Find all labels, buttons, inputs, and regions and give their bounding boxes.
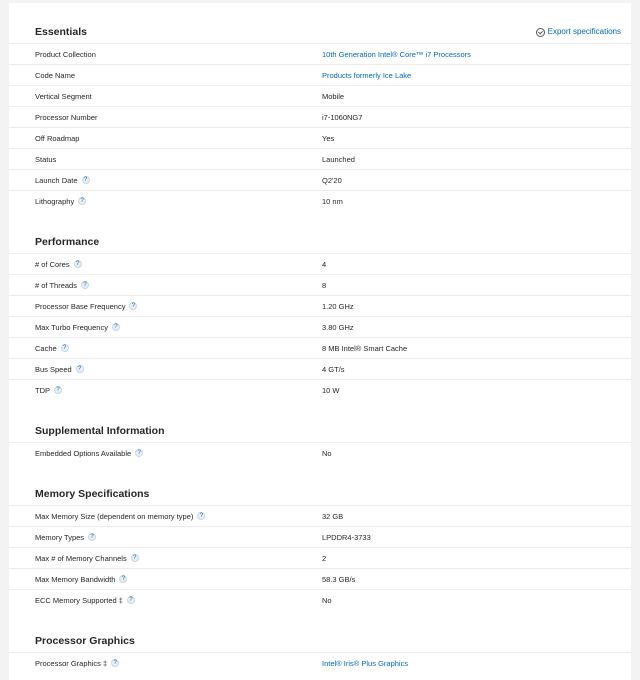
spec-label: Lithography ? [35,191,86,211]
spec-rows [9,652,631,673]
question-mark-icon[interactable] [135,449,143,457]
spec-row [9,568,631,589]
spec-label: Memory Types ? [35,527,96,547]
spec-row [9,106,631,127]
spec-row [9,253,631,274]
spec-row [9,43,631,64]
spec-value: Launched [322,155,355,164]
spec-label: TDP ? [35,380,62,400]
question-mark-icon[interactable] [131,554,139,562]
spec-label: # of Threads ? [35,275,89,295]
section-title: Processor Graphics [35,635,135,647]
question-mark-icon[interactable] [197,512,205,520]
section-title: Essentials [35,26,87,38]
spec-value: Q2'20 [322,176,342,185]
spec-label: Embedded Options Available ? [35,443,143,463]
spec-row [9,85,631,106]
spec-row [9,337,631,358]
spec-label: Processor Graphics ‡ ? [35,653,119,673]
question-mark-icon[interactable] [112,323,120,331]
spec-label: Max # of Memory Channels ? [35,548,139,568]
question-mark-icon[interactable] [88,533,96,541]
spec-row [9,547,631,568]
spec-row [9,169,631,190]
spec-row [9,589,631,610]
section-title: Performance [35,236,100,248]
spec-value: 8 MB Intel® Smart Cache [322,344,408,353]
spec-rows [9,505,631,610]
spec-label: Processor Number [35,112,98,122]
spec-label: Off Roadmap [35,133,80,143]
spec-value: 58.3 GB/s [322,575,356,584]
spec-row [9,358,631,379]
question-mark-icon[interactable] [111,659,119,667]
spec-row [9,505,631,526]
download-circle-icon [536,28,545,37]
question-mark-icon[interactable] [74,260,82,268]
spec-value-link[interactable]: 10th Generation Intel® Core™ i7 Processors [322,50,471,59]
spec-value: i7-1060NG7 [322,113,363,122]
spec-value: LPDDR4-3733 [322,533,371,542]
spec-value: 4 GT/s [322,365,345,374]
spec-label: Processor Base Frequency ? [35,296,137,316]
spec-value: 8 [322,281,327,290]
question-mark-icon[interactable] [119,575,127,583]
spec-value: Mobile [322,92,345,101]
question-mark-icon[interactable] [127,596,135,604]
spec-label: Cache ? [35,338,69,358]
spec-value: 1.20 GHz [322,302,354,311]
spec-value: No [322,449,332,458]
spec-row [9,148,631,169]
question-mark-icon[interactable] [54,386,62,394]
spec-rows [9,43,631,211]
spec-label: Status [35,154,57,164]
spec-value: Yes [322,134,335,143]
spec-value-link[interactable]: Intel® Iris® Plus Graphics [322,659,409,668]
spec-label: ECC Memory Supported ‡ ? [35,590,135,610]
spec-row [9,442,631,463]
spec-row [9,295,631,316]
question-mark-icon[interactable] [61,344,69,352]
spec-label: Launch Date ? [35,170,90,190]
export-label: Export specifications [547,27,621,36]
spec-row [9,64,631,85]
spec-label: Max Memory Bandwidth ? [35,569,127,589]
question-mark-icon[interactable] [82,176,90,184]
spec-value: 4 [322,260,327,269]
question-mark-icon[interactable] [129,302,137,310]
spec-label: Vertical Segment [35,91,92,101]
spec-row [9,274,631,295]
spec-value: 10 nm [322,197,343,206]
question-mark-icon[interactable] [81,281,89,289]
spec-value: 32 GB [322,512,344,521]
spec-value-link[interactable]: Products formerly Ice Lake [322,71,412,80]
spec-rows [9,253,631,400]
spec-page [9,3,631,680]
spec-row [9,379,631,400]
spec-label: Product Collection [35,49,96,59]
spec-value: 2 [322,554,327,563]
spec-label: Max Turbo Frequency ? [35,317,120,337]
question-mark-icon[interactable] [78,197,86,205]
section-title: Supplemental Information [35,425,165,437]
spec-row [9,316,631,337]
spec-value: 3.80 GHz [322,323,354,332]
spec-value: 10 W [322,386,340,395]
spec-rows [9,442,631,463]
spec-row [9,127,631,148]
spec-row [9,652,631,673]
spec-row [9,526,631,547]
section-title: Memory Specifications [35,488,150,500]
spec-label: Max Memory Size (dependent on memory type) ? [35,506,205,526]
spec-value: No [322,596,332,605]
spec-label: Code Name [35,70,76,80]
spec-label: # of Cores ? [35,254,82,274]
question-mark-icon[interactable] [76,365,84,373]
export-specifications-link[interactable] [536,21,621,43]
spec-row [9,190,631,211]
spec-label: Bus Speed ? [35,359,84,379]
